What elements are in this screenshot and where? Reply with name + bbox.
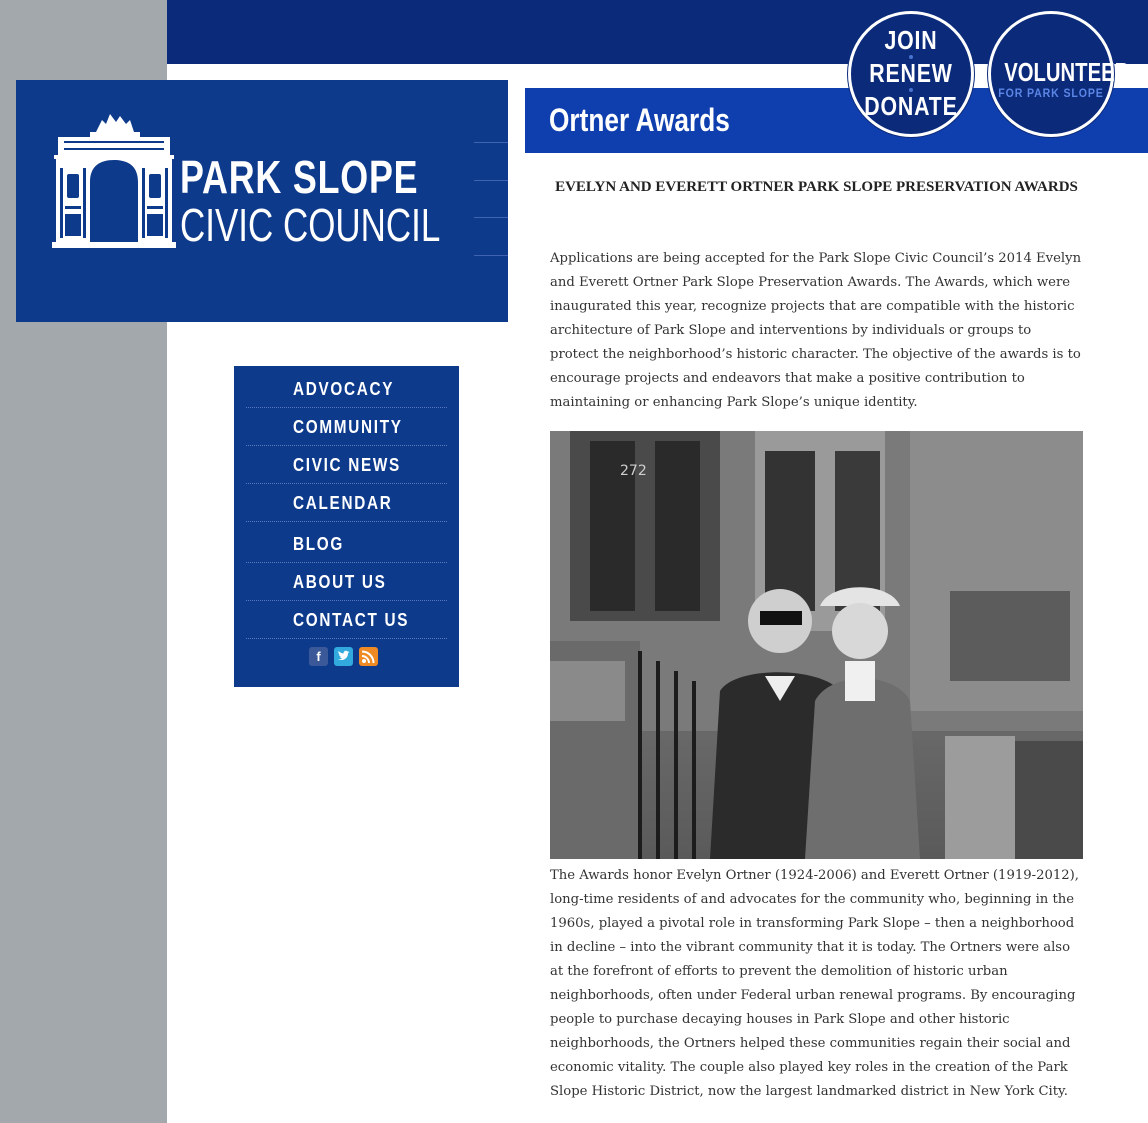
- nav-item-label: BLOG: [293, 534, 344, 554]
- nav-item-label: COMMUNITY: [293, 417, 403, 437]
- awards-heading: EVELYN AND EVERETT ORTNER PARK SLOPE PRESERVATION AWARDS: [555, 179, 1078, 195]
- nav-item-label: CONTACT US: [293, 610, 410, 630]
- logo-divider: [474, 217, 508, 218]
- nav-item-label: ADVOCACY: [293, 379, 395, 399]
- nav-item-civic-news[interactable]: [246, 445, 447, 484]
- nav-item-calendar[interactable]: [246, 483, 447, 522]
- volunteer-badge[interactable]: [988, 11, 1130, 137]
- twitter-bird-icon: [334, 647, 353, 666]
- ortner-couple-photo: [550, 431, 1083, 859]
- site-logo[interactable]: [16, 80, 508, 322]
- nav-item-community[interactable]: [246, 407, 447, 446]
- volunteer-sublabel: FOR PARK SLOPE: [998, 86, 1104, 100]
- donate-link[interactable]: DONATE: [864, 91, 958, 121]
- page-title: Ortner Awards: [549, 102, 730, 138]
- door-number: 272: [620, 463, 647, 479]
- renew-link[interactable]: RENEW: [869, 58, 953, 88]
- logo-title-line2: CIVIC COUNCIL: [180, 199, 441, 251]
- nav-item-label: CIVIC NEWS: [293, 455, 401, 475]
- nav-item-label: ABOUT US: [293, 572, 387, 592]
- logo-title-line1: PARK SLOPE: [180, 151, 419, 203]
- join-link[interactable]: JOIN: [884, 25, 938, 55]
- join-renew-donate-badge: [848, 11, 974, 137]
- arch-logo-icon: [50, 110, 178, 248]
- rss-icon[interactable]: [359, 647, 378, 666]
- nav-item-label: CALENDAR: [293, 493, 393, 513]
- nav-item-about-us[interactable]: [246, 562, 447, 601]
- twitter-icon[interactable]: [334, 647, 353, 666]
- facebook-icon[interactable]: f: [309, 647, 328, 666]
- nav-item-blog[interactable]: [246, 524, 447, 563]
- rss-feed-icon: [359, 647, 378, 666]
- ortner-biography-paragraph: The Awards honor Evelyn Ortner (1924-2006) and Everett Ortner (1919-2012), long-time residents of and advocates for the community who, beginning in the 1960s, played a pivotal role in transforming Park Slope – then a neighborhood in decline – into the vibrant community that it is today. The Ortners were also at the forefront of efforts to prevent the demolition of historic urban neighborhoods, often under Federal urban renewal programs. By encouraging people to purchase decaying houses in Park Slope and other historic neighborhoods, the Ortners helped these communities regain their social and economic vitality. The couple also played key roles in the creation of the Park Slope Historic District, now the largest landmarked district in New York City.: [550, 868, 1079, 1099]
- volunteer-label: VOLUNTEER: [1004, 57, 1130, 87]
- intro-paragraph: Applications are being accepted for the Park Slope Civic Council’s 2014 Evelyn and Everett Ortner Park Slope Preservation Awards. The Awards, which were inaugurated this year, recognize projects that are compatible with the historic architecture of Park Slope and interventions by individuals or groups to protect the neighborhood’s historic character. The objective of the awards is to encourage projects and endeavors that make a positive contribution to maintaining or enhancing Park Slope’s unique identity.: [550, 251, 1082, 410]
- logo-divider: [474, 255, 508, 256]
- logo-divider: [474, 180, 508, 181]
- nav-item-advocacy[interactable]: [246, 369, 447, 408]
- nav-item-contact-us[interactable]: [246, 600, 447, 639]
- logo-divider: [474, 142, 508, 143]
- main-navigation: [234, 366, 459, 687]
